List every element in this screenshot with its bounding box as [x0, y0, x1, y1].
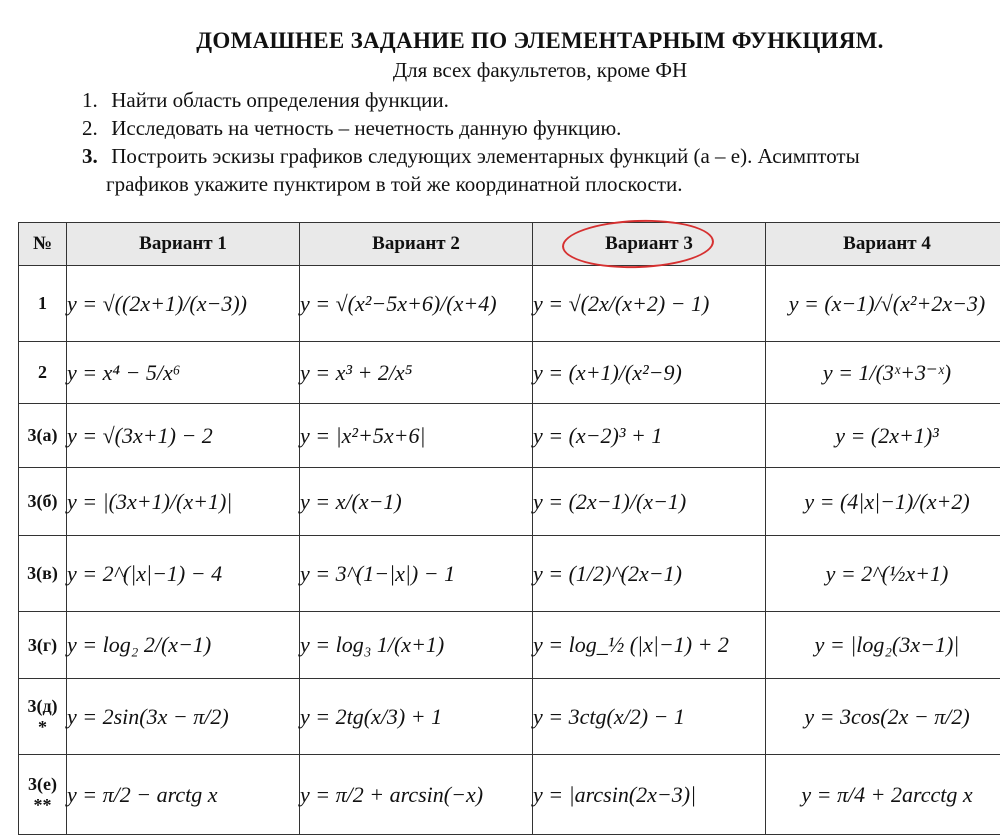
row-id: 1 [19, 266, 67, 342]
row-id [19, 679, 67, 755]
header-variant-3: Вариант 3 [533, 223, 766, 266]
formula-cell: y = √((2x+1)/(x−3)) [67, 266, 300, 342]
page-title: ДОМАШНЕЕ ЗАДАНИЕ ПО ЭЛЕМЕНТАРНЫМ ФУНКЦИЯМ. [0, 28, 1000, 54]
formula-cell: y = √(x²−5x+6)/(x+4) [300, 266, 533, 342]
row-id: 3(б) [19, 468, 67, 536]
formula-cell: y = √(2x/(x+2) − 1) [533, 266, 766, 342]
table-row [19, 536, 1000, 612]
page-subtitle: Для всех факультетов, кроме ФН [0, 58, 1000, 83]
formula-cell: y = 1/(3ˣ+3⁻ˣ) [766, 342, 1000, 404]
formula-cell: y = 2sin(3x − π/2) [67, 679, 300, 755]
formula-cell: y = (x+1)/(x²−9) [533, 342, 766, 404]
header-variant-4: Вариант 4 [766, 223, 1000, 266]
formula-cell: y = 3cos(2x − π/2) [766, 679, 1000, 755]
formula-cell: y = (x−1)/√(x²+2x−3) [766, 266, 1000, 342]
table-row [19, 404, 1000, 468]
task-3 [82, 144, 860, 169]
table-row [19, 755, 1000, 835]
table-row [19, 342, 1000, 404]
formula-cell: y = log₂ 2/(x−1) [67, 612, 300, 679]
task-text: Найти область определения функции. [111, 88, 449, 112]
task-number: 2. [82, 116, 106, 141]
table-row [19, 468, 1000, 536]
formula-cell: y = π/2 − arctg x [67, 755, 300, 835]
formula-cell: y = (4|x|−1)/(x+2) [766, 468, 1000, 536]
formula-cell: y = (2x+1)³ [766, 404, 1000, 468]
formula-cell: y = 2^(|x|−1) − 4 [67, 536, 300, 612]
row-id-text: 3(е) [28, 774, 57, 794]
task-1 [82, 88, 449, 113]
formula-cell: y = x³ + 2/x⁵ [300, 342, 533, 404]
task-number: 1. [82, 88, 106, 113]
formula-cell: y = log₃ 1/(x+1) [300, 612, 533, 679]
row-id: 3(в) [19, 536, 67, 612]
formula-cell: y = (x−2)³ + 1 [533, 404, 766, 468]
formula-cell: y = (2x−1)/(x−1) [533, 468, 766, 536]
formula-cell: y = |arcsin(2x−3)| [533, 755, 766, 835]
table-row [19, 679, 1000, 755]
formula-cell: y = |(3x+1)/(x+1)| [67, 468, 300, 536]
task-number: 3. [82, 144, 106, 169]
formula-cell: y = x/(x−1) [300, 468, 533, 536]
formula-cell: y = (1/2)^(2x−1) [533, 536, 766, 612]
formula-cell: y = √(3x+1) − 2 [67, 404, 300, 468]
row-id: 3(г) [19, 612, 67, 679]
task-2 [82, 116, 621, 141]
formula-cell: y = 2tg(x/3) + 1 [300, 679, 533, 755]
formula-cell: y = |log₂(3x−1)| [766, 612, 1000, 679]
formula-cell: y = |x²+5x+6| [300, 404, 533, 468]
formula-cell: y = 2^(½x+1) [766, 536, 1000, 612]
table-row [19, 612, 1000, 679]
formula-cell: y = π/4 + 2arcctg x [766, 755, 1000, 835]
formula-cell: y = π/2 + arcsin(−x) [300, 755, 533, 835]
table-row [19, 266, 1000, 342]
row-mark: * [38, 717, 47, 737]
task-text: Исследовать на четность – нечетность данную функцию. [111, 116, 621, 140]
header-variant-1: Вариант 1 [67, 223, 300, 266]
variants-table [18, 222, 1000, 835]
row-id: 3(а) [19, 404, 67, 468]
formula-cell: y = 3ctg(x/2) − 1 [533, 679, 766, 755]
formula-cell: y = log_½ (|x|−1) + 2 [533, 612, 766, 679]
header-variant-2: Вариант 2 [300, 223, 533, 266]
formula-cell: y = 3^(1−|x|) − 1 [300, 536, 533, 612]
row-id [19, 755, 67, 835]
row-id-text: 3(д) [27, 696, 57, 716]
formula-cell: y = x⁴ − 5/x⁶ [67, 342, 300, 404]
row-mark: ** [34, 795, 52, 815]
task-3-continuation: графиков укажите пунктиром в той же координатной плоскости. [106, 172, 683, 197]
task-text: Построить эскизы графиков следующих элементарных функций (а – е). Асимптоты [111, 144, 859, 168]
header-number: № [19, 223, 67, 266]
row-id: 2 [19, 342, 67, 404]
